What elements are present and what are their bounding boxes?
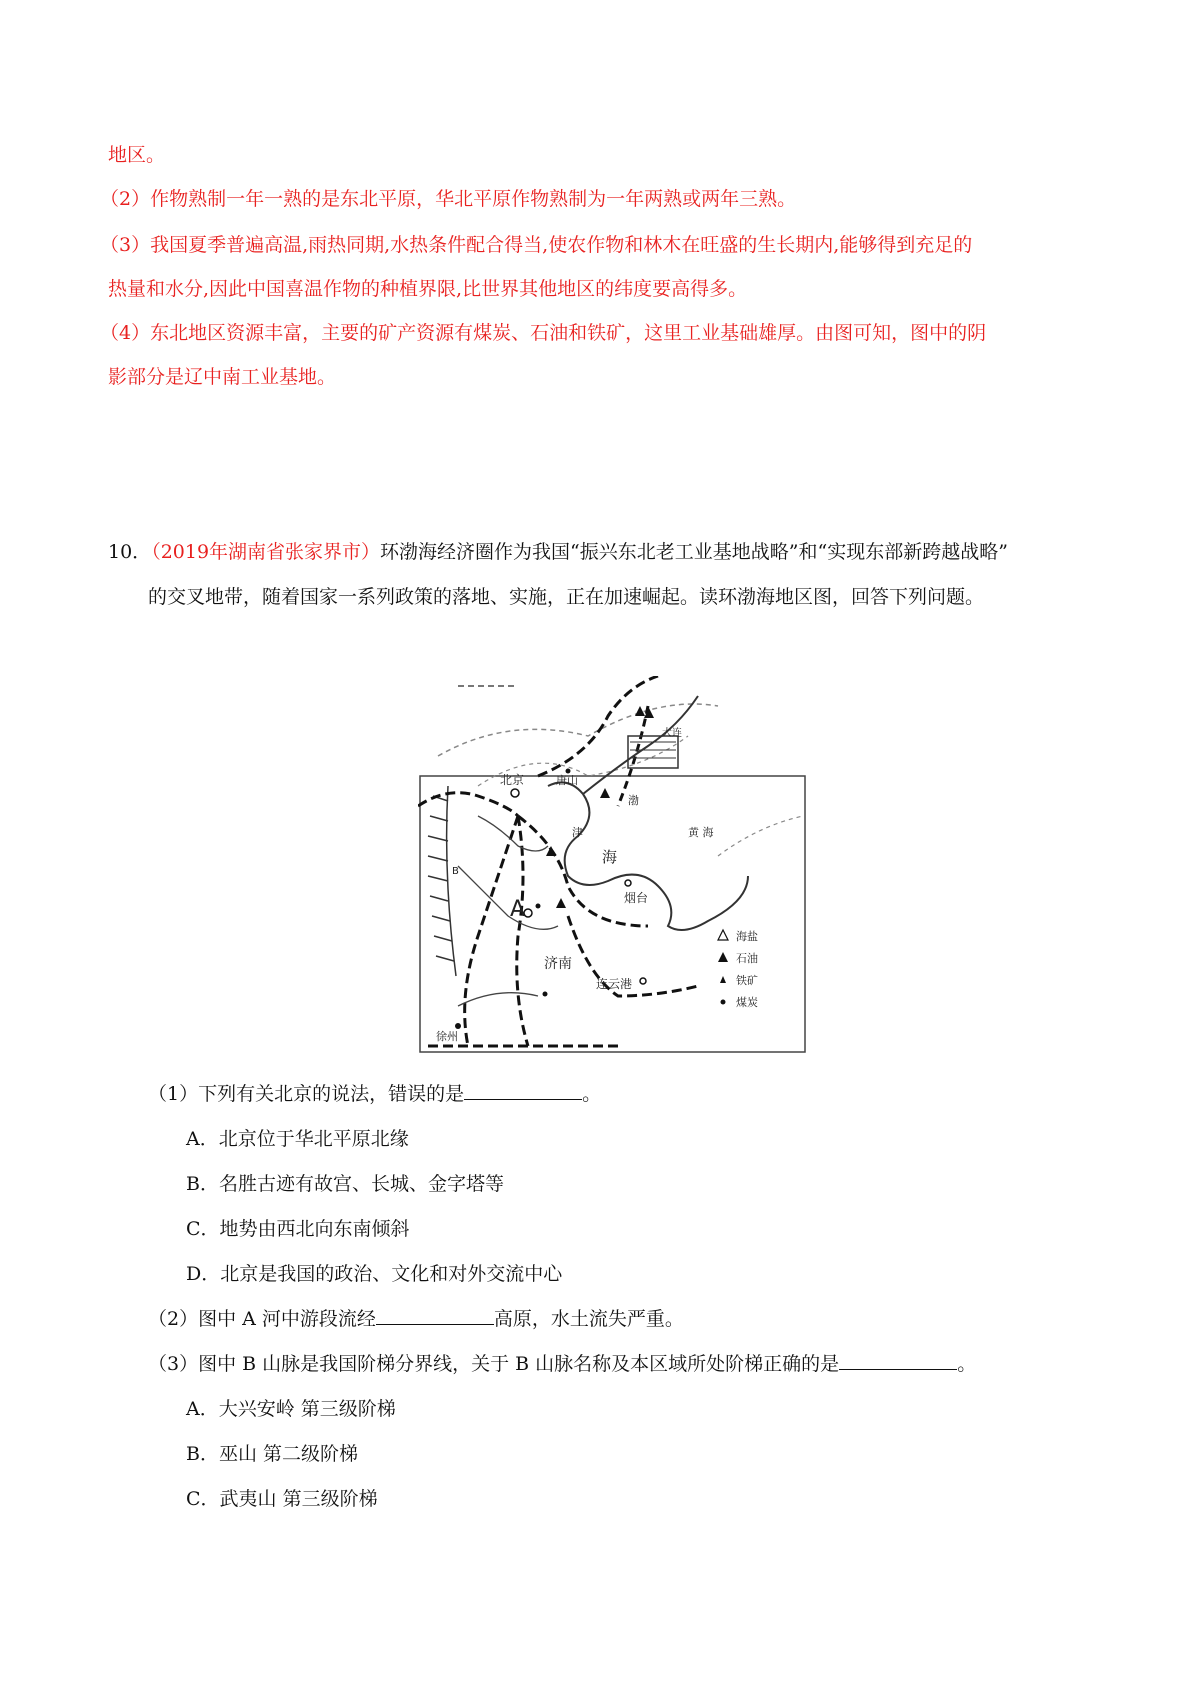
legend-iron: 铁矿 <box>736 974 758 987</box>
question-stem-line-2: 的交叉地带，随着国家一系列政策的落地、实施，正在加速崛起。读环渤海地区图，回答下列问题。 <box>148 586 985 608</box>
answer-blank-2[interactable] <box>376 1306 494 1325</box>
label-bohai: 渤 <box>628 794 639 807</box>
option-text: 北京位于华北平原北缘 <box>218 1128 409 1150</box>
answer-line-2: （2）作物熟制一年一熟的是东北平原，华北平原作物熟制为一年两熟或两年三熟。 <box>100 188 797 210</box>
sub-question-3-text: （3）图中 B 山脉是我国阶梯分界线，关于 B 山脉名称及本区域所处阶梯正确的是 <box>148 1353 840 1375</box>
railway-8 <box>568 916 698 996</box>
answer-line-6: 影部分是辽中南工业基地。 <box>108 366 337 388</box>
sub-question-3 <box>148 1351 976 1377</box>
answer-line-4: 热量和水分,因此中国喜温作物的种植界限,比世界其他地区的纬度要高得多。 <box>108 278 748 300</box>
label-lianyungang: 连云港 <box>596 977 633 991</box>
option-1a <box>186 1126 409 1152</box>
legend-coal: 煤炭 <box>736 996 758 1009</box>
answer-line-1: 地区。 <box>108 144 166 166</box>
label-B: B <box>452 866 459 877</box>
map-svg <box>418 676 810 1056</box>
question-header <box>108 539 1008 565</box>
shading-lines <box>630 742 676 758</box>
option-letter: D． <box>186 1263 221 1285</box>
option-letter: A． <box>186 1128 219 1150</box>
option-text: 地势由西北向东南倾斜 <box>219 1218 410 1240</box>
option-letter: C． <box>186 1488 220 1510</box>
map-legend <box>718 929 758 1009</box>
option-text: 名胜古迹有故宫、长城、金字塔等 <box>218 1173 504 1195</box>
label-hai: 海 <box>602 848 618 866</box>
label-beijing: 北京 <box>500 773 525 787</box>
answer-blank-3[interactable] <box>839 1351 957 1370</box>
question-source: （2019年湖南省张家界市） <box>151 541 381 563</box>
question-number: 10． <box>108 541 152 563</box>
sub-question-1-suffix: 。 <box>582 1083 602 1105</box>
label-dalian: 大连 <box>662 728 682 739</box>
option-letter: C． <box>186 1218 220 1240</box>
label-yantai: 烟台 <box>624 891 649 905</box>
sub-question-2-suffix: 高原，水土流失严重。 <box>493 1308 684 1330</box>
option-text: 大兴安岭 第三级阶梯 <box>218 1398 396 1420</box>
answer-line-5: （4）东北地区资源丰富，主要的矿产资源有煤炭、石油和铁矿，这里工业基础雄厚。由图可知，图中的阴 <box>100 322 987 344</box>
option-1d <box>186 1261 562 1287</box>
sub-question-3-suffix: 。 <box>957 1353 977 1375</box>
option-letter: B． <box>186 1173 219 1195</box>
coastline <box>548 782 748 930</box>
label-tangshan: 唐山 <box>556 774 578 787</box>
railway-4 <box>518 816 648 926</box>
option-3c <box>186 1486 378 1512</box>
option-letter: B． <box>186 1443 219 1465</box>
label-xuzhou: 徐州 <box>436 1030 458 1043</box>
railway-3 <box>517 816 528 1046</box>
sub-question-2 <box>148 1306 684 1332</box>
option-text: 巫山 第二级阶梯 <box>218 1443 359 1465</box>
map-frame <box>420 776 805 1052</box>
option-1c <box>186 1216 410 1242</box>
legend-sea-salt: 海盐 <box>736 930 758 943</box>
option-1b <box>186 1171 504 1197</box>
label-A: A <box>510 897 526 922</box>
answer-blank-1[interactable] <box>464 1081 582 1100</box>
label-tianjin: 津 <box>572 826 583 839</box>
bohai-region-map <box>418 676 810 1056</box>
label-huanghai: 黄 海 <box>688 826 714 839</box>
option-letter: A． <box>186 1398 219 1420</box>
option-3b <box>186 1441 358 1467</box>
railway-5 <box>538 676 658 776</box>
sub-question-1-text: （1）下列有关北京的说法，错误的是 <box>148 1083 465 1105</box>
sub-question-1 <box>148 1081 601 1107</box>
question-stem-line-1: 环渤海经济圈作为我国“振兴东北老工业基地战略”和“实现东部新跨越战略” <box>380 541 1008 563</box>
option-text: 北京是我国的政治、文化和对外交流中心 <box>220 1263 563 1285</box>
liaozhong-shaded <box>628 736 678 768</box>
boundary-line-3 <box>718 816 803 856</box>
option-text: 武夷山 第三级阶梯 <box>219 1488 378 1510</box>
city-markers <box>511 789 649 984</box>
option-3a <box>186 1396 396 1422</box>
railways <box>418 676 698 1046</box>
taihang-mountains <box>428 786 456 976</box>
sub-question-2-text: （2）图中 A 河中游段流经 <box>148 1308 376 1330</box>
answer-line-3: （3）我国夏季普遍高温,雨热同期,水热条件配合得当,使农作物和林木在旺盛的生长期内,能够得到充足的 <box>100 234 973 256</box>
railway-2 <box>465 816 518 1046</box>
legend-oil: 石油 <box>736 952 758 965</box>
label-jinan: 济南 <box>544 956 572 972</box>
river-A <box>458 866 558 929</box>
